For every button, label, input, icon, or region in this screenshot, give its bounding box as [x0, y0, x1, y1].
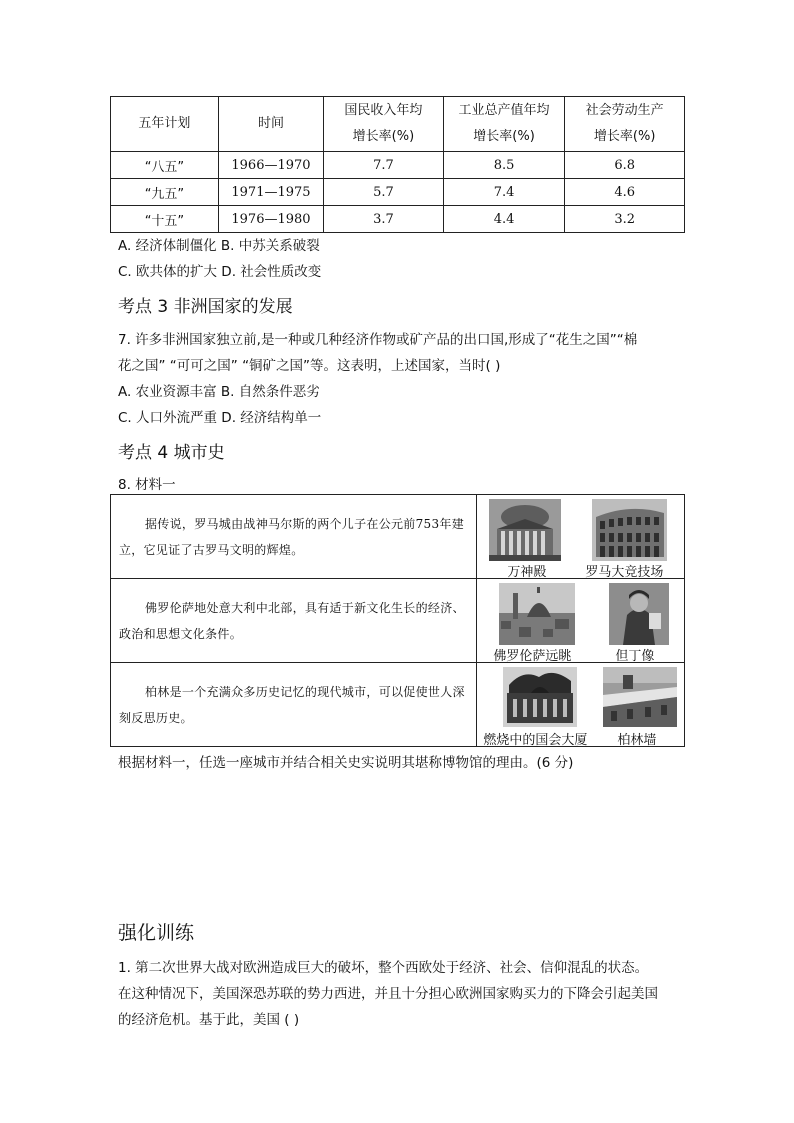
five-year-plan-table: [110, 96, 685, 233]
material-row-berlin: [111, 663, 685, 747]
table-row: [111, 206, 685, 233]
q1-line-3: 的经济危机。基于此，美国 ( ): [118, 1012, 300, 1028]
dante-portrait-photo: [609, 583, 669, 645]
table-cell: 6.8: [565, 152, 685, 179]
table-cell: “九五”: [111, 179, 219, 206]
table-row: [111, 179, 685, 206]
q6-options-line-2: C. 欧共体的扩大 D. 社会性质改变: [118, 264, 322, 280]
caption-colosseum: 罗马大竞技场: [585, 565, 664, 580]
berlin-text: 柏林是一个充满众多历史记忆的现代城市，可以促使世人深刻反思历史。: [119, 685, 465, 725]
q1-line-2: 在这种情况下，美国深恐苏联的势力西进，并且十分担心欧洲国家购买力的下降会引起美国: [118, 986, 658, 1002]
q7-stem-line-1: 7. 许多非洲国家独立前,是一种或几种经济作物或矿产品的出口国,形成了“花生之国”“棉: [118, 332, 638, 348]
q7-stem-line-2: 花之国” “可可之国” “铜矿之国”等。这表明，上述国家，当时( ): [118, 358, 501, 374]
table-cell: 4.4: [443, 206, 565, 233]
header-industrial-output: 工业总产值年均 增长率(%): [443, 97, 565, 152]
table-cell: 8.5: [443, 152, 565, 179]
table-cell: 7.7: [324, 152, 444, 179]
q6-options-line-1: A. 经济体制僵化 B. 中苏关系破裂: [118, 238, 320, 254]
section-3-title: 考点 3 非洲国家的发展: [118, 297, 293, 317]
material-row-florence: [111, 579, 685, 663]
q7-options-line-2: C. 人口外流严重 D. 经济结构单一: [118, 410, 322, 426]
q7-options-line-1: A. 农业资源丰富 B. 自然条件恶劣: [118, 384, 320, 400]
q1-line-1: 1. 第二次世界大战对欧洲造成巨大的破坏，整个西欧处于经济、社会、信仰混乱的状态。: [118, 960, 649, 976]
header-plan: 五年计划: [111, 97, 219, 152]
q8-question: 根据材料一，任选一座城市并结合相关史实说明其堪称博物馆的理由。(6 分): [118, 755, 574, 771]
section-4-title: 考点 4 城市史: [118, 443, 225, 463]
table-cell: 4.6: [565, 179, 685, 206]
caption-berlin-wall: 柏林墙: [617, 733, 657, 748]
table-cell: “八五”: [111, 152, 219, 179]
training-title: 强化训练: [118, 922, 195, 944]
table-cell: 1966—1970: [218, 152, 323, 179]
caption-dante: 但丁像: [615, 649, 655, 664]
table-cell: 1976—1980: [218, 206, 323, 233]
burning-reichstag-photo: [503, 667, 577, 727]
rome-text: 据传说，罗马城由战神马尔斯的两个儿子在公元前753年建立，它见证了古罗马文明的辉煌。: [119, 517, 465, 557]
table-cell: 1971—1975: [218, 179, 323, 206]
caption-burning-reichstag: 燃烧中的国会大厦: [483, 733, 588, 748]
berlin-wall-photo: [603, 667, 677, 727]
table-cell: 3.7: [324, 206, 444, 233]
table-header-row: [111, 97, 685, 152]
table-cell: 7.4: [443, 179, 565, 206]
header-period: 时间: [218, 97, 323, 152]
material-row-rome: [111, 495, 685, 579]
table-cell: “十五”: [111, 206, 219, 233]
caption-pantheon: 万神殿: [507, 565, 547, 580]
table-cell: 3.2: [565, 206, 685, 233]
pantheon-photo: [489, 499, 561, 561]
table-row: [111, 152, 685, 179]
caption-florence-view: 佛罗伦萨远眺: [493, 649, 572, 664]
header-national-income: 国民收入年均 增长率(%): [324, 97, 444, 152]
colosseum-photo: [592, 499, 667, 561]
florence-view-photo: [499, 583, 575, 645]
q8-label: 8. 材料一: [118, 477, 176, 493]
table-cell: 5.7: [324, 179, 444, 206]
material-table: [110, 494, 685, 747]
header-labor-productivity: 社会劳动生产 增长率(%): [565, 97, 685, 152]
florence-text: 佛罗伦萨地处意大利中北部，具有适于新文化生长的经济、政治和思想文化条件。: [119, 601, 465, 641]
